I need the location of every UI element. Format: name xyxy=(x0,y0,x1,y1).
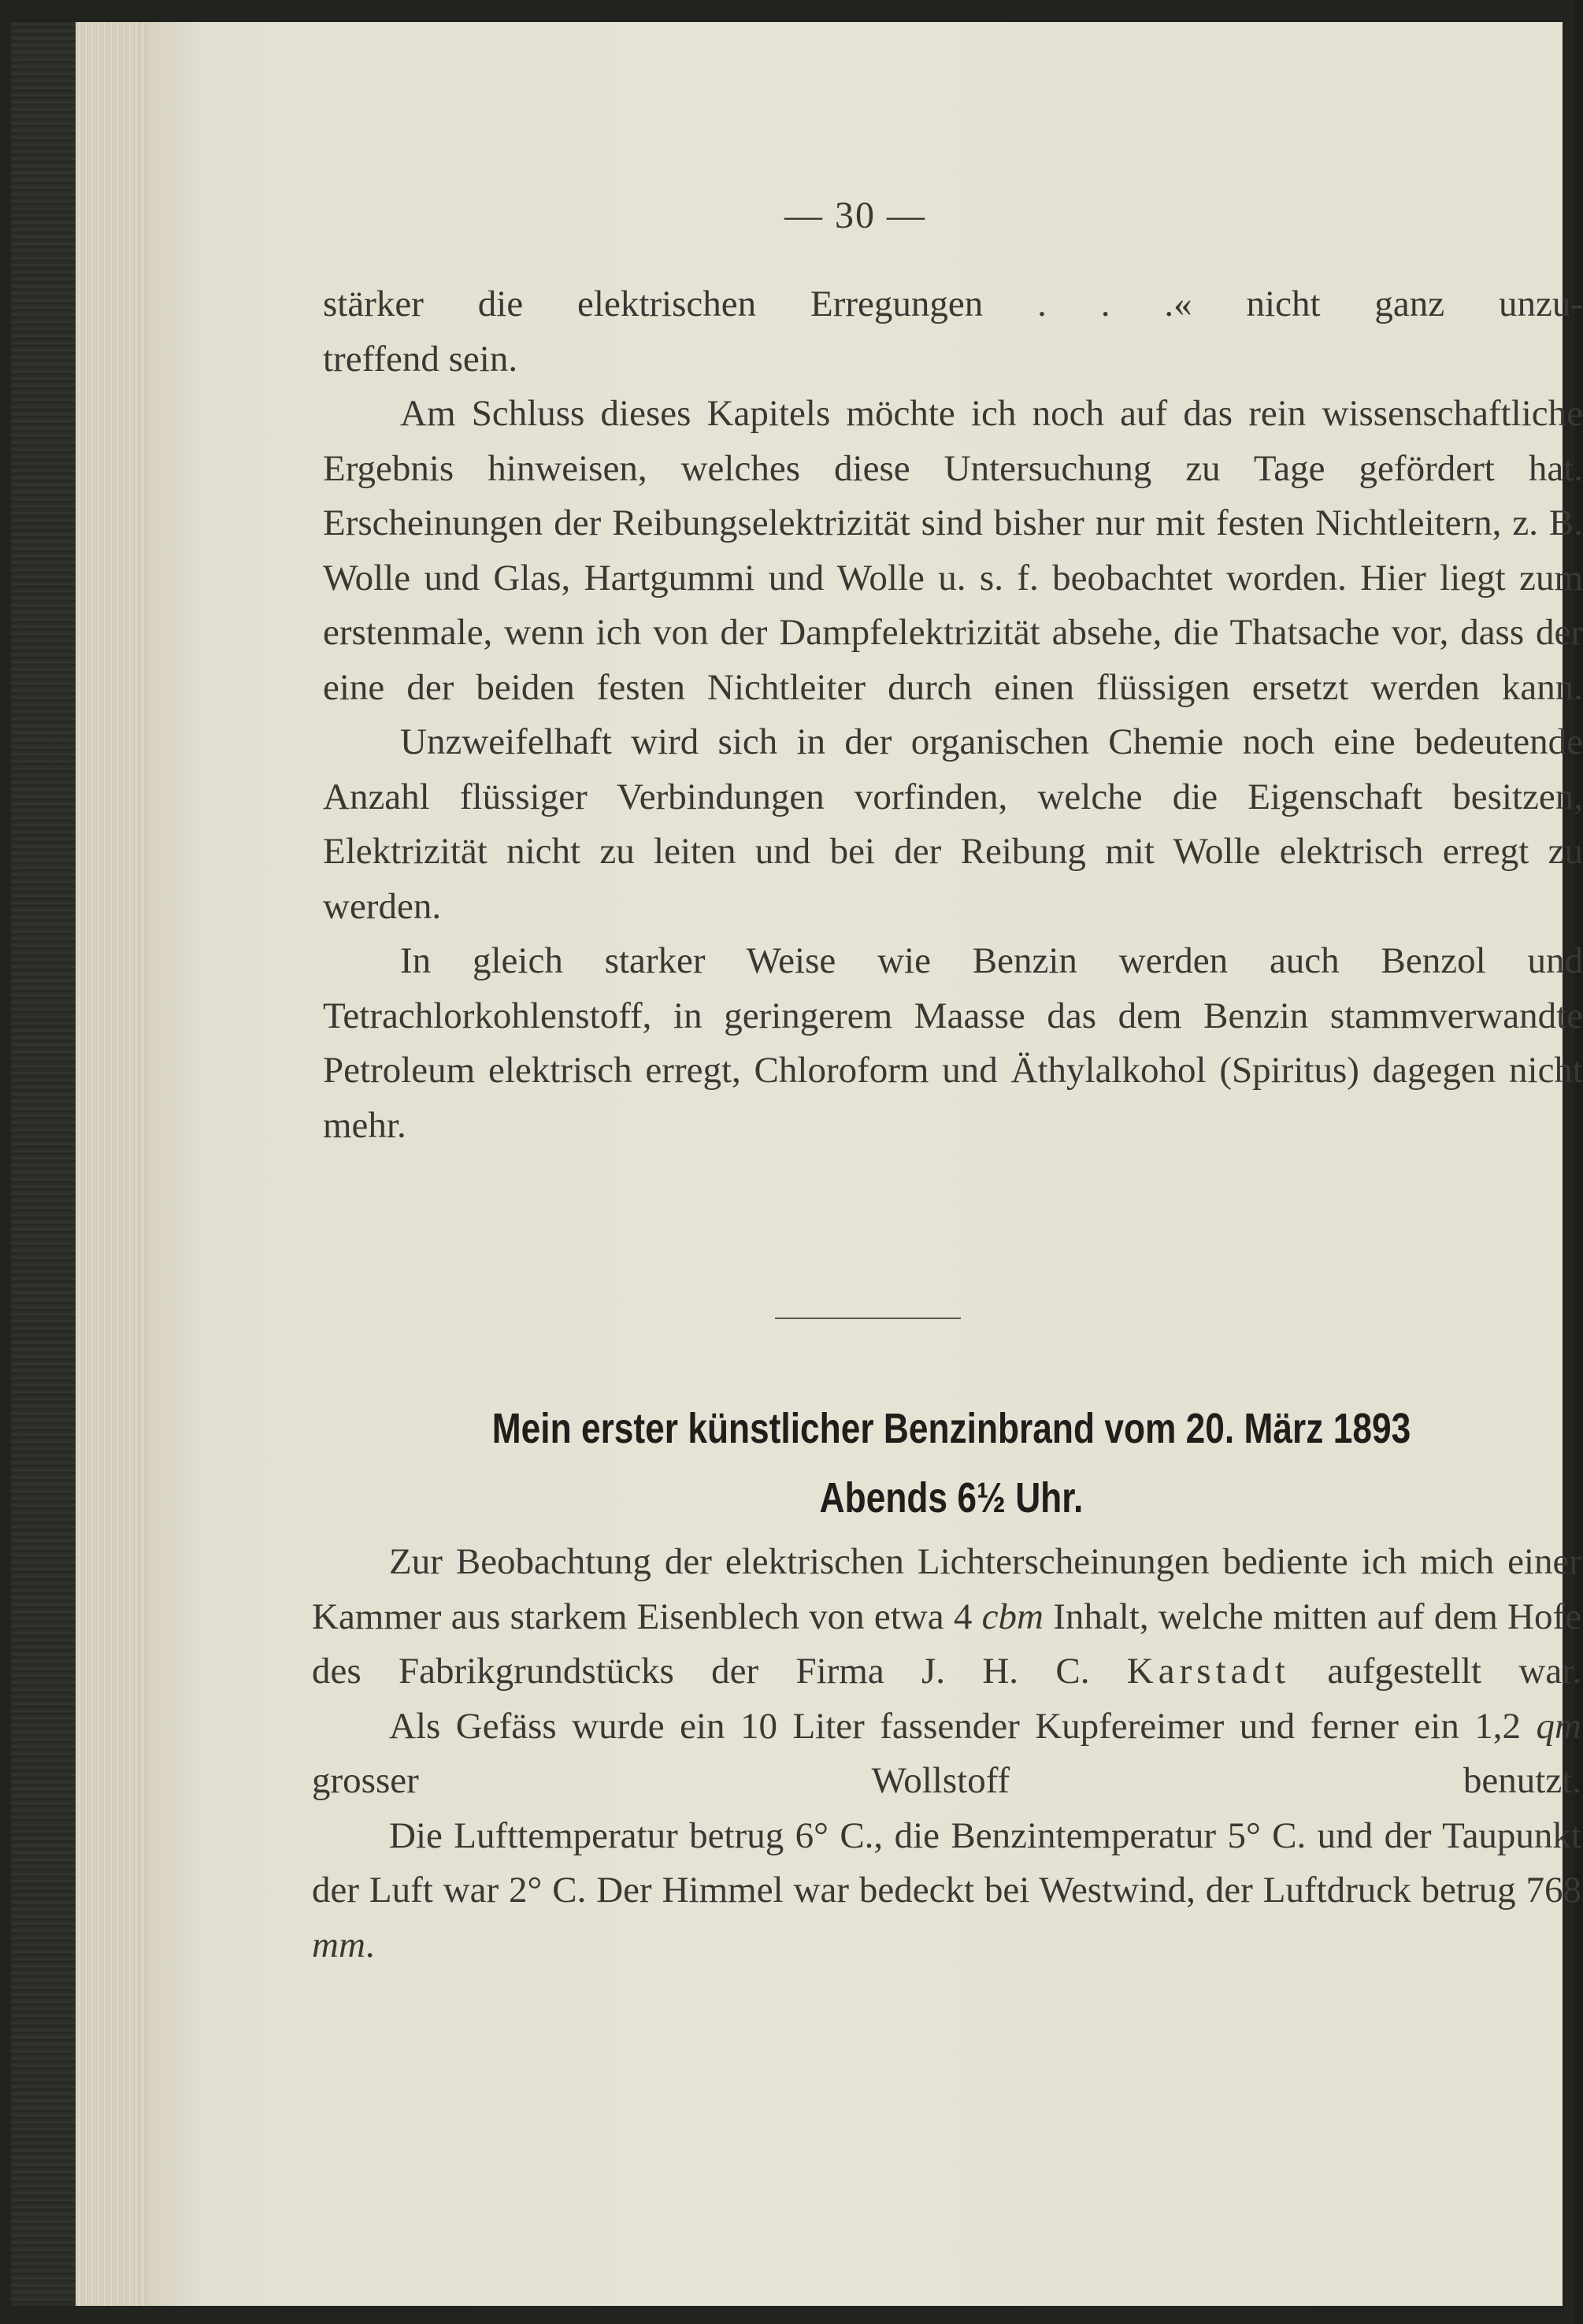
heading-line-2: Abends 6½ Uhr. xyxy=(819,1474,1084,1522)
book-page xyxy=(148,22,1583,2306)
paragraph-2: Am Schluss dieses Kapitels möchte ich noch auf das rein wissenschaftliche Ergebnis hinweisen, welches diese Untersuchung zu Tage gefördert hat. Erscheinungen der Reibungselektrizität sind bisher nur mit festen Nichtleitern, z. B. Wolle und Glas, Hartgummi und Wolle u. s. f. beobachtet worden. Hier liegt zum erstenmale, wenn ich von der Dampfelektrizität absehe, die Thatsache vor, dass der eine der beiden festen Nichtleiter durch einen flüssigen ersetzt werden kann. xyxy=(323,393,1583,708)
paragraph-6 xyxy=(312,1699,1581,1809)
section-body-2 xyxy=(312,1535,1581,1973)
paragraph-3: Unzweifelhaft wird sich in der organischen Chemie noch eine bedeutende Anzahl flüssiger Verbindungen vorfinden, welche die Eigenschaft besitzen, Elektrizität nicht zu leiten und bei der Reibung mit Wolle elektrisch erregt zu werden. xyxy=(323,721,1583,927)
book-cover-edge xyxy=(11,22,77,2306)
paragraph-4: In gleich starker Weise wie Benzin werden auch Benzol und Tetrachlorkohlenstoff, in geringerem Maasse das dem Benzin stammverwandte Petroleum elektrisch erregt, Chloroform und Äthylalkohol (Spiritus) dagegen nicht mehr. xyxy=(323,940,1583,1146)
paragraph-5-part-1: Zur Beobachtung der elektrischen Lichterscheinungen bediente ich mich einer Kammer aus starkem Eisenblech von etwa 4 xyxy=(312,1541,1581,1637)
paragraph-7-part-2: . xyxy=(365,1924,375,1966)
section-body-1 xyxy=(323,277,1583,1153)
unit-cbm: cbm xyxy=(981,1596,1044,1637)
paragraph-7 xyxy=(312,1809,1581,1974)
company-name: Karstadt xyxy=(1126,1651,1291,1692)
paragraph-6-part-1: Als Gefäss wurde ein 10 Liter fassender Kupfereimer und ferner ein 1,2 xyxy=(389,1705,1522,1747)
paragraph-5-part-2: Inhalt, welche mitten auf dem Hofe des Fabrikgrundstücks der Firma J. H. C. xyxy=(312,1596,1581,1692)
heading-line-1: Mein erster künstlicher Benzinbrand vom 20. März 1893 xyxy=(491,1405,1411,1452)
paragraph-6-part-2: grosser Wollstoff benutzt. xyxy=(312,1760,1581,1801)
page-number: — 30 — xyxy=(784,195,926,236)
paragraph-1-line-2: treffend sein. xyxy=(323,338,518,380)
unit-mm: mm xyxy=(312,1924,365,1966)
paragraph-5-part-3: aufgestellt war. xyxy=(1327,1651,1582,1692)
section-divider xyxy=(775,1318,961,1319)
page-edges xyxy=(76,22,151,2306)
unit-qm: qm xyxy=(1536,1705,1581,1747)
paragraph-1-line-1: stärker die elektrischen Erregungen . . .« nicht ganz unzu- xyxy=(323,284,1583,324)
section-heading xyxy=(422,1394,1481,1533)
paragraph-5 xyxy=(312,1535,1581,1699)
paragraph-7-part-1: Die Lufttemperatur betrug 6° C., die Benzintemperatur 5° C. und der Taupunkt der Luft war 2° C. Der Himmel war bedeckt bei Westwind, der Luftdruck betrug 768 xyxy=(312,1814,1581,1911)
